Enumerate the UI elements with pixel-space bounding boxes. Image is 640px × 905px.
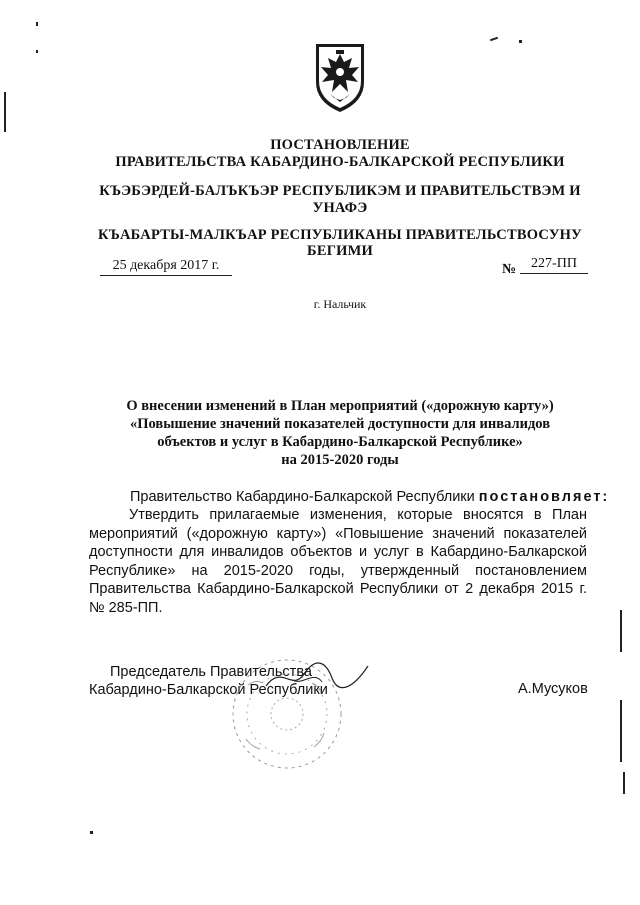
decree-intro bbox=[130, 489, 609, 505]
authority-kabardian-line2: УНАФЭ bbox=[312, 200, 368, 216]
decree-intro-text: Правительство Кабардино-Балкарской Республики bbox=[130, 489, 475, 505]
scan-dot bbox=[490, 37, 498, 42]
scan-edge-mark bbox=[623, 772, 625, 794]
subject-line4: на 2015-2020 годы bbox=[281, 452, 399, 468]
scan-edge-mark bbox=[620, 610, 622, 652]
signatory-title-line2: Кабардино-Балкарской Республики bbox=[89, 682, 328, 698]
authority-russian: ПРАВИТЕЛЬСТВА КАБАРДИНО-БАЛКАРСКОЙ РЕСПУБЛИКИ bbox=[115, 154, 565, 170]
subject-line1: О внесении изменений в План мероприятий («дорожную карту») bbox=[126, 398, 554, 414]
scan-dot bbox=[90, 831, 93, 834]
scan-dot bbox=[36, 22, 38, 26]
signatory-name: А.Мусуков bbox=[518, 681, 588, 697]
signatory-title-line1: Председатель Правительства bbox=[110, 664, 312, 680]
number-label: № bbox=[502, 262, 517, 277]
decree-verb: постановляет: bbox=[478, 489, 610, 505]
authority-balkar-line2: БЕГИМИ bbox=[307, 243, 373, 259]
coat-of-arms-emblem bbox=[312, 42, 368, 114]
decree-paragraph: Утвердить прилагаемые изменения, которые вносятся в План мероприятий («дорожную карту») «Повышение значений показателей доступности для инвалидов объектов и услуг в Кабардино-Балкарской Республике» на 2015-2020 годы, утвержденный постановлением Правительства Кабардино-Балкарской Республики от 2 декабря 2015 г. № 285-ПП. bbox=[89, 507, 587, 616]
document-number: 227-ПП bbox=[520, 256, 588, 274]
authority-kabardian-line1: КЪЭБЭРДЕЙ-БАЛЪКЪЭР РЕСПУБЛИКЭМ И ПРАВИТЕЛЬСТВЭМ И bbox=[99, 183, 581, 199]
scan-edge-mark bbox=[620, 700, 622, 762]
document-type: ПОСТАНОВЛЕНИЕ bbox=[270, 137, 410, 153]
authority-balkar-line1: КЪАБАРТЫ-МАЛКЪАР РЕСПУБЛИКАНЫ ПРАВИТЕЛЬСТВОСУНУ bbox=[98, 227, 582, 243]
document-date: 25 декабря 2017 г. bbox=[100, 258, 232, 276]
scan-dot bbox=[36, 50, 38, 53]
subject-line3: объектов и услуг в Кабардино-Балкарской Республике» bbox=[157, 434, 523, 450]
scan-dot bbox=[519, 40, 522, 43]
subject-line2: «Повышение значений показателей доступности для инвалидов bbox=[129, 416, 551, 432]
scan-edge-mark bbox=[4, 92, 6, 132]
city: г. Нальчик bbox=[313, 297, 367, 311]
handwritten-signature bbox=[262, 656, 372, 696]
